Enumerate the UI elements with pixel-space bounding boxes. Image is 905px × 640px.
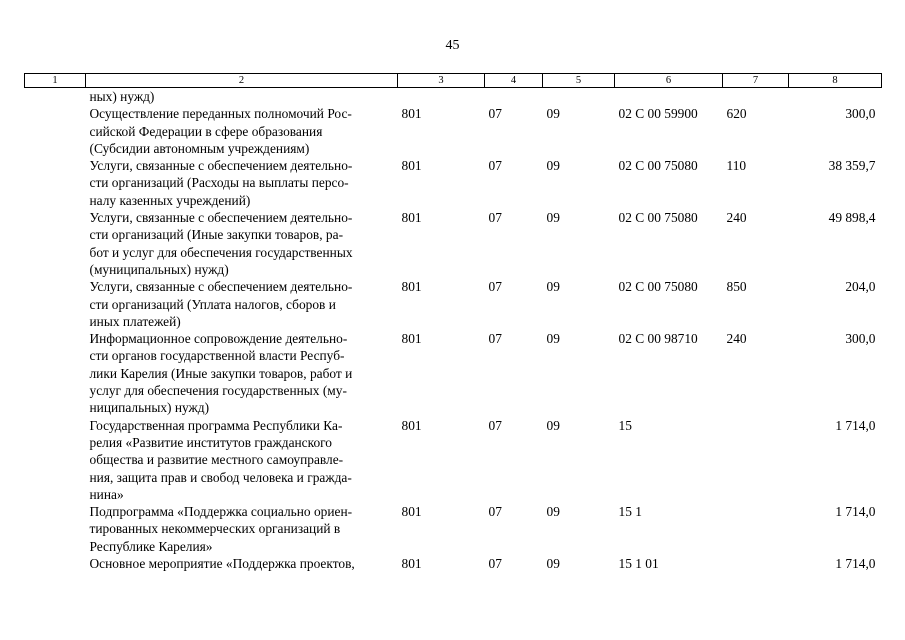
- column-header-5: 5: [543, 74, 615, 88]
- row-col-7: [723, 555, 789, 572]
- table-row: [25, 503, 882, 555]
- row-col-7: 240: [726, 210, 747, 226]
- continuation-text: ных) нужд): [89, 89, 155, 104]
- row-col-4: 07: [488, 210, 502, 226]
- row-col-6: 15 1 01: [618, 556, 659, 572]
- row-name: Основное мероприятие «Поддержка проектов,: [89, 556, 355, 572]
- row-col-6: 15: [618, 417, 632, 433]
- table-row: [25, 330, 882, 416]
- column-header-4: 4: [485, 74, 543, 88]
- continuation-row: [25, 88, 882, 106]
- row-col-3: 801: [401, 106, 422, 122]
- row-col-3: 801: [401, 331, 422, 347]
- column-header-6: 6: [615, 74, 723, 88]
- row-col-4: 07: [488, 106, 502, 122]
- row-name: Подпрограмма «Поддержка социально ориен- тированных некоммерческих организаций в Республике Карелия»: [89, 504, 353, 554]
- row-amount: 1 714,0: [835, 504, 876, 520]
- row-col-4: 07: [488, 158, 502, 174]
- row-col-6: 02 С 00 75080: [618, 210, 698, 226]
- header-row: [25, 74, 882, 88]
- row-col-3: 801: [401, 279, 422, 295]
- row-col-4: 07: [488, 556, 502, 572]
- row-name: Государственная программа Республики Ка- релия «Развитие институтов гражданского общества и развитие местного самоуправле- ния, защита прав и свобод человека и гражда- нина»: [89, 417, 352, 502]
- row-amount: 38 359,7: [828, 158, 876, 174]
- row-col-5: 09: [546, 417, 560, 433]
- row-col-7: [723, 417, 789, 503]
- row-amount: 49 898,4: [828, 210, 876, 226]
- row-name: Услуги, связанные с обеспечением деятельно- сти организаций (Уплата налогов, сборов и иных платежей): [89, 279, 353, 329]
- column-header-3: 3: [398, 74, 485, 88]
- row-col-5: 09: [546, 106, 560, 122]
- table-row: [25, 417, 882, 503]
- row-amount: 1 714,0: [835, 556, 876, 572]
- table-row: [25, 278, 882, 330]
- row-col-4: 07: [488, 331, 502, 347]
- row-col-4: 07: [488, 417, 502, 433]
- row-col-7: 620: [726, 106, 747, 122]
- row-amount: 204,0: [845, 279, 876, 295]
- row-col-3: 801: [401, 158, 422, 174]
- row-col-6: 02 С 00 75080: [618, 158, 698, 174]
- row-col-7: [723, 503, 789, 555]
- row-col-5: 09: [546, 556, 560, 572]
- column-header-1: 1: [25, 74, 86, 88]
- row-col-6: 02 С 00 98710: [618, 331, 698, 347]
- row-col-6: 02 С 00 75080: [618, 279, 698, 295]
- row-amount: 1 714,0: [835, 417, 876, 433]
- row-col-3: 801: [401, 504, 422, 520]
- row-name: Информационное сопровождение деятельно- сти органов государственной власти Респуб- лики Карелия (Иные закупки товаров, работ и услуг для обеспечения государственных (му- ниципальных) нужд): [89, 331, 353, 416]
- row-col-6: 02 С 00 59900: [618, 106, 698, 122]
- column-header-8: 8: [789, 74, 882, 88]
- row-col-5: 09: [546, 279, 560, 295]
- row-col-6: 15 1: [618, 504, 642, 520]
- row-col-3: 801: [401, 210, 422, 226]
- row-amount: 300,0: [845, 106, 876, 122]
- row-name: Осуществление переданных полномочий Рос- сийской Федерации в сфере образования (Субсидии автономным учреждениям): [89, 106, 352, 156]
- row-col-7: 850: [726, 279, 747, 295]
- row-col-3: 801: [401, 556, 422, 572]
- row-col-5: 09: [546, 158, 560, 174]
- table-row: [25, 555, 882, 572]
- column-header-2: 2: [86, 74, 398, 88]
- page-number: 45: [445, 38, 460, 53]
- row-amount: 300,0: [845, 331, 876, 347]
- row-col-5: 09: [546, 331, 560, 347]
- row-name: Услуги, связанные с обеспечением деятельно- сти организаций (Расходы на выплаты персо- налу казенных учреждений): [89, 158, 353, 208]
- table-row: [25, 209, 882, 278]
- row-col-4: 07: [488, 279, 502, 295]
- budget-table: [24, 73, 882, 572]
- table-row: [25, 157, 882, 209]
- row-col-5: 09: [546, 210, 560, 226]
- column-header-7: 7: [723, 74, 789, 88]
- row-name: Услуги, связанные с обеспечением деятельно- сти организаций (Иные закупки товаров, ра- бот и услуг для обеспечения государственных (муниципальных) нужд): [89, 210, 353, 277]
- table-row: [25, 105, 882, 157]
- row-col-3: 801: [401, 417, 422, 433]
- row-col-7: 240: [726, 331, 747, 347]
- row-col-7: 110: [726, 158, 747, 174]
- row-col-4: 07: [488, 504, 502, 520]
- row-col-5: 09: [546, 504, 560, 520]
